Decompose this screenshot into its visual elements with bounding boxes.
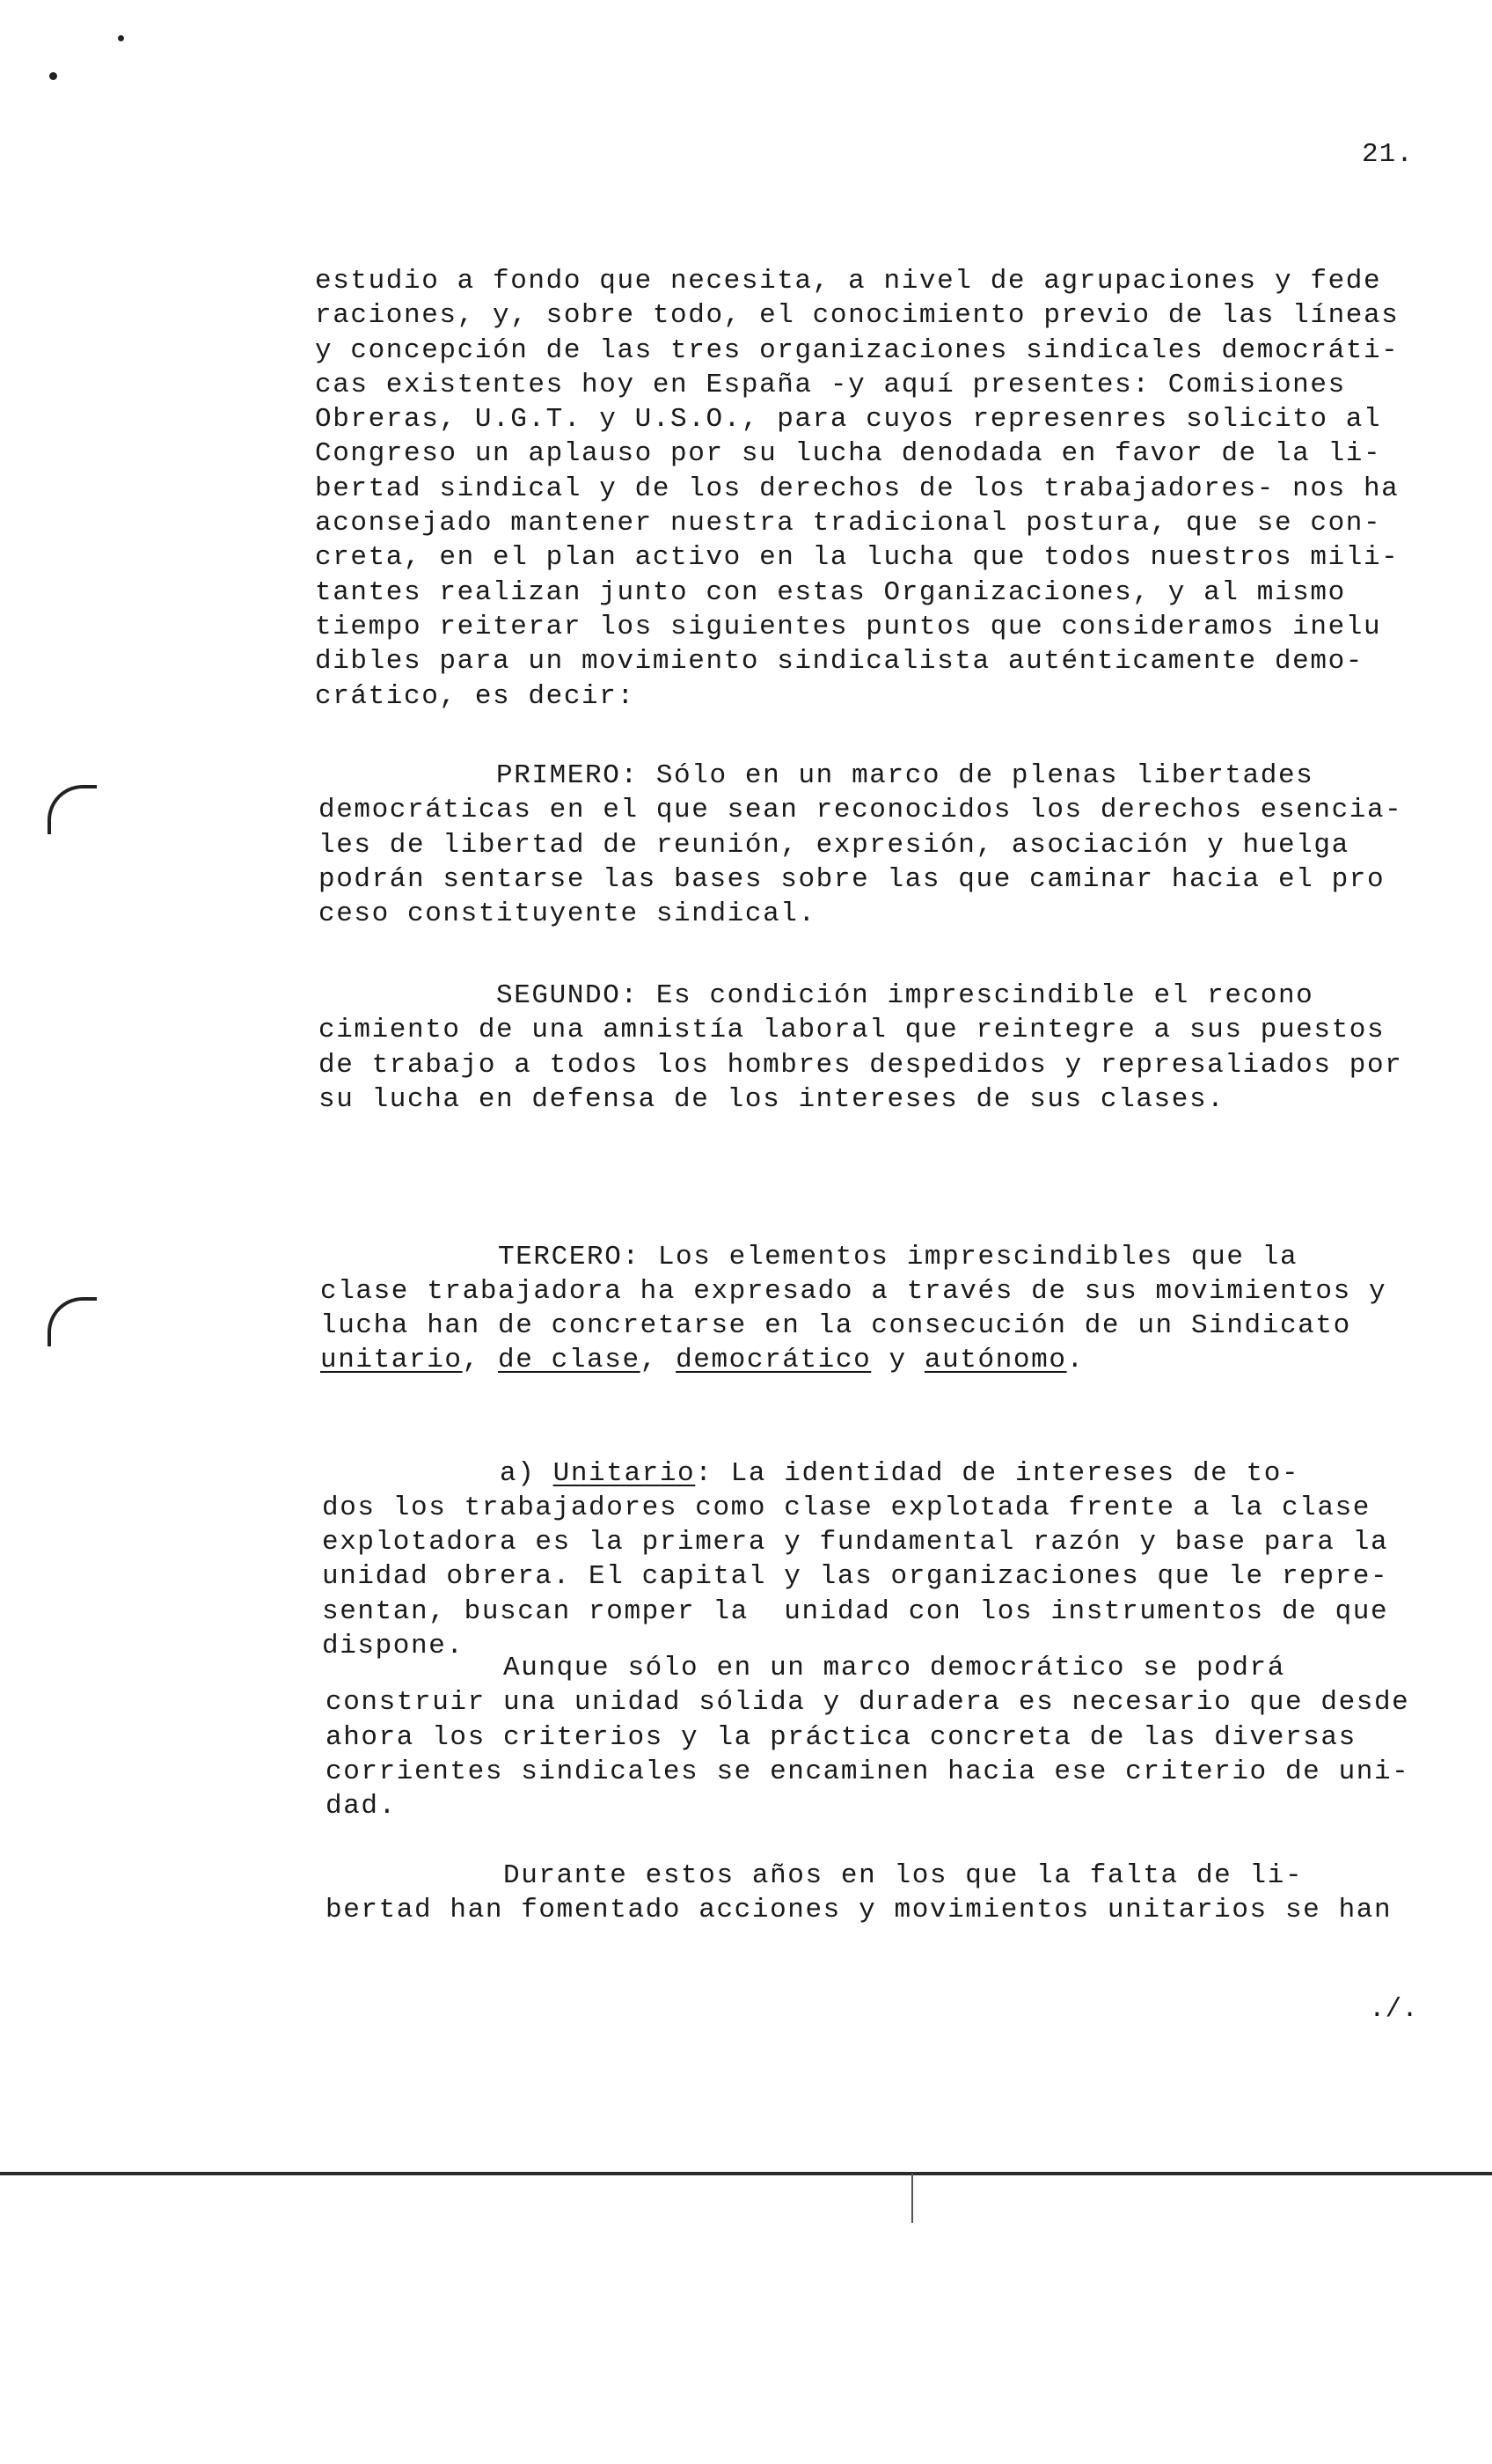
text-line: lucha han de concretarse en la consecución de un Sindicato [320,1310,1351,1342]
text-line: democráticas en el que sean reconocidos los derechos esencia- [318,795,1403,826]
margin-dot-mark [118,35,124,41]
text-line: TERCERO: Los elementos imprescindibles que la [320,1241,1298,1272]
subheading-unitario: Unitario [552,1457,696,1489]
term-autonomo: autónomo [924,1345,1067,1376]
text-line: tiempo reiterar los siguientes puntos que consideramos inelu [315,611,1382,642]
paragraph-durante [325,1859,1392,1928]
tercero-qualities-line: unitario, de clase, democrático y autónomo. [320,1345,1085,1376]
text-line: su lucha en defensa de los intereses de sus clases. [318,1083,1225,1115]
text-line: Durante estos años en los que la falta de li- [325,1860,1304,1891]
text-line: de trabajo a todos los hombres despedidos y represaliados por [318,1049,1403,1081]
text-line: estudio a fondo que necesita, a nivel de agrupaciones y fede [315,266,1382,297]
paragraph-segundo [318,979,1402,1117]
text-line: corrientes sindicales se encaminen hacia ese criterio de uni- [325,1756,1410,1787]
text-line: podrán sentarse las bases sobre las que caminar hacia el pro [318,863,1386,895]
text-line: unidad obrera. El capital y las organizaciones que le repre- [322,1561,1389,1593]
text-line: raciones, y, sobre todo, el conocimiento previo de las líneas [315,300,1400,332]
page-bottom-rule [0,2172,1492,2175]
paragraph-primero [318,759,1402,931]
margin-dot-mark [49,72,57,80]
term-de-clase: de clase [498,1345,640,1376]
term-unitario: unitario [320,1345,463,1376]
text-line: construir una unidad sólida y duradera es necesario que desde [325,1687,1410,1719]
text-line: SEGUNDO: Es condición imprescindible el recono [318,980,1314,1011]
text-line: y concepción de las tres organizaciones sindicales democráti- [315,334,1400,366]
text-line: creta, en el plan activo en la lucha que todos nuestros mili- [315,542,1400,574]
term-democratico: democrático [676,1345,872,1376]
text-line: dad. [325,1791,397,1822]
text-line: sentan, buscan romper la unidad con los instrumentos de que [322,1595,1389,1627]
text-line: les de libertad de reunión, expresión, asociación y huelga [318,829,1349,861]
page-number: 21. [1362,139,1414,170]
text-line: dibles para un movimiento sindicalista auténticamente demo- [315,646,1364,678]
text-line: dos los trabajadores como clase explotada frente a la clase [322,1492,1371,1523]
text-line: tantes realizan junto con estas Organizaciones, y al mismo [315,576,1346,608]
hole-punch-mark [48,785,97,834]
text-line: Obreras, U.G.T. y U.S.O., para cuyos represenres solicito al [315,404,1382,436]
text-line: bertad han fomentado acciones y movimientos unitarios se han [325,1895,1393,1926]
continuation-mark: ./. [1369,1994,1418,2025]
text-line: PRIMERO: Sólo en un marco de plenas libertades [318,760,1314,791]
text-line: Aunque sólo en un marco democrático se podrá [325,1653,1285,1683]
text-line: clase trabajadora ha expresado a través de sus movimientos y [320,1275,1387,1307]
page-bottom-tick [911,2174,913,2223]
text-line: Congreso un aplauso por su lucha denodada en favor de la li- [315,438,1382,470]
text-line: explotadora es la primera y fundamental razón y base para la [322,1527,1389,1558]
text-line: aconsejado mantener nuestra tradicional postura, que se con- [315,508,1382,539]
text-line: bertad sindical y de los derechos de los trabajadores- nos ha [315,473,1400,504]
paragraph-intro [315,264,1399,714]
text-line: cas existentes hoy en España -y aquí presentes: Comisiones [315,369,1346,400]
text-line: ahora los criterios y la práctica concreta de las diversas [325,1721,1357,1753]
text-line: cimiento de una amnistía laboral que reintegre a sus puestos [318,1015,1386,1046]
text-line: ceso constituyente sindical. [318,898,816,930]
hole-punch-mark [48,1297,97,1346]
paragraph-aunque [325,1651,1409,1823]
text-line: dispone. [322,1631,464,1662]
text-line: crático, es decir: [315,680,635,712]
unitario-heading-line: a) Unitario: La identidad de intereses de to- [322,1457,1300,1489]
